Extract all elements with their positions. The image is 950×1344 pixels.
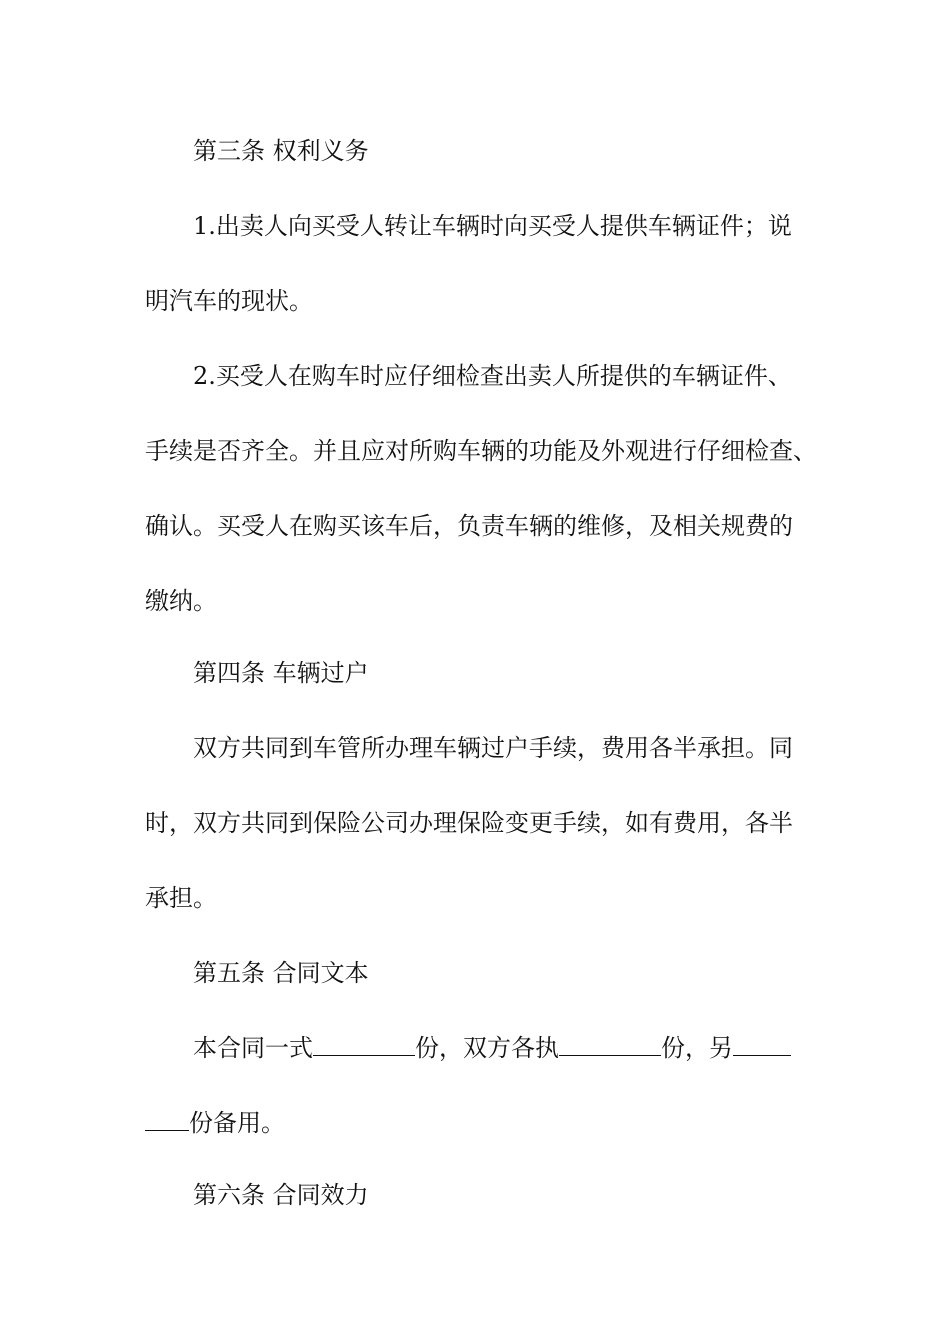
copies-text-2: 份，双方各执 [415,1034,559,1062]
copies-clause-line-2 [145,1108,285,1138]
paragraph-line: 时，双方共同到保险公司办理保险变更手续，如有费用，各半 [145,809,793,837]
section-heading-rights-obligations: 第三条 权利义务 [193,137,369,165]
paragraph-line: 双方共同到车管所办理车辆过户手续，费用各半承担。同 [193,734,793,762]
paragraph-line: 缴纳。 [145,587,217,615]
paragraph-line: 明汽车的现状。 [145,287,313,315]
section-heading-vehicle-transfer: 第四条 车辆过户 [193,659,369,687]
copies-text-3: 份，另 [661,1034,733,1062]
copies-clause-line [193,1033,791,1063]
paragraph-line: 2.买受人在购车时应仔细检查出卖人所提供的车辆证件、 [193,362,792,390]
copies-total-blank[interactable] [313,1033,415,1056]
section-heading-contract-validity: 第六条 合同效力 [193,1181,369,1209]
copies-text-4: 份备用。 [189,1109,285,1137]
paragraph-line: 手续是否齐全。并且应对所购车辆的功能及外观进行仔细检查、 [145,437,817,465]
section-heading-contract-text: 第五条 合同文本 [193,959,369,987]
copies-each-party-blank[interactable] [559,1033,661,1056]
paragraph-line: 承担。 [145,884,217,912]
copies-reserve-blank-part-2[interactable] [145,1108,189,1131]
copies-text-1: 本合同一式 [193,1034,313,1062]
copies-reserve-blank-part-1[interactable] [733,1033,791,1056]
paragraph-line: 确认。买受人在购买该车后，负责车辆的维修，及相关规费的 [145,512,793,540]
paragraph-line: 1.出卖人向买受人转让车辆时向买受人提供车辆证件；说 [193,212,792,240]
